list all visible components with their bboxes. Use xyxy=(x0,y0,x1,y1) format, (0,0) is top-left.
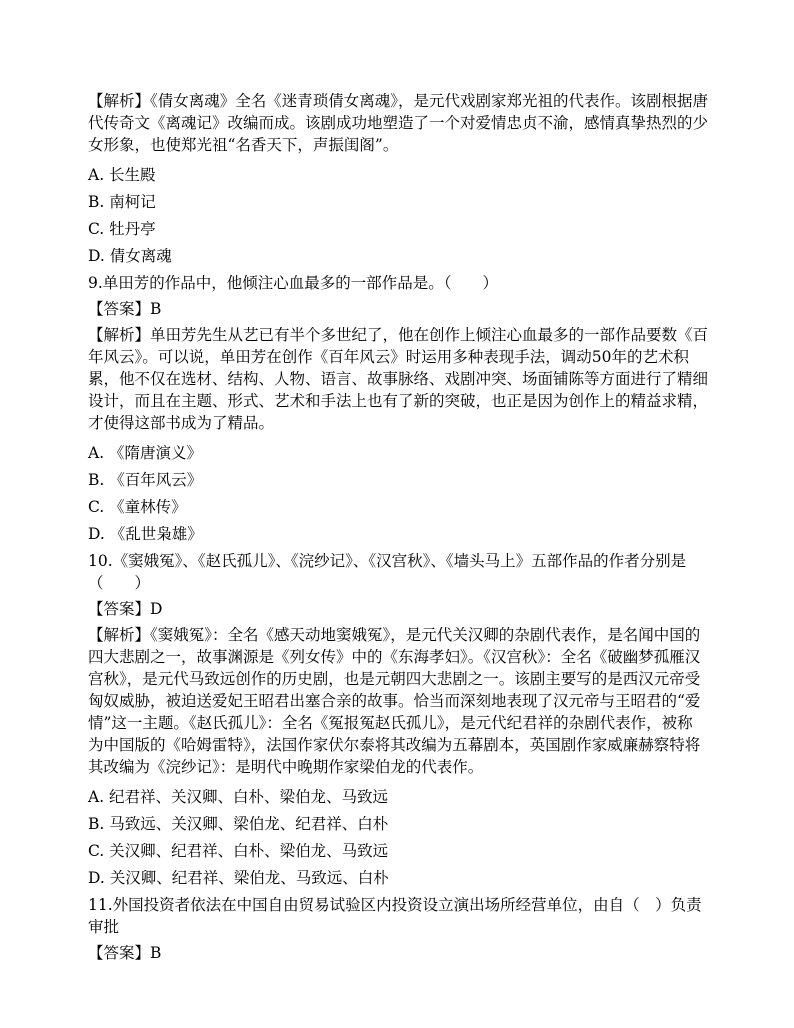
option-a: A. 纪君祥、关汉卿、白朴、梁伯龙、马致远 xyxy=(88,788,389,806)
option-d: D. 关汉卿、纪君祥、梁伯龙、马致远、白朴 xyxy=(88,869,389,887)
question-11: 11.外国投资者依法在中国自由贸易试验区内投资设立演出场所经营单位，由自（ ）负责审批 xyxy=(88,896,702,936)
question-10: 10.《窦娥冤》、《赵氏孤儿》、《浣纱记》、《汉宫秋》、《墙头马上》五部作品的作者分别是（ ） xyxy=(88,552,687,592)
option-a: A. 长生殿 xyxy=(88,166,156,184)
options-list-9 xyxy=(88,442,708,545)
option-a: A. 《隋唐演义》 xyxy=(88,444,203,462)
options-list-10 xyxy=(88,786,708,889)
option-c: C. 牡丹亭 xyxy=(88,220,156,238)
answer-11: 【答案】B xyxy=(88,944,162,962)
answer-9: 【答案】B xyxy=(88,300,162,318)
option-d: D. 《乱世枭雄》 xyxy=(88,525,203,543)
option-b: B. 《百年风云》 xyxy=(88,471,203,489)
analysis-9: 【解析】单田芳先生从艺已有半个多世纪了，他在创作上倾注心血最多的一部作品要数《百年风云》。可以说，单田芳在创作《百年风云》时运用多种表现手法，调动50年的艺术积累，他不仅在选材、结构、人物、语言、故事脉络、戏剧冲突、场面铺陈等方面进行了精细设计，而且在主题、形式、艺术和手法上也有了新的突破，也正是因为创作上的精益求精，才使得这部书成为了精品。 xyxy=(88,326,709,432)
option-c: C. 《童林传》 xyxy=(88,498,187,516)
analysis-text: 【解析】《倩女离魂》全名《迷青琐倩女离魂》，是元代戏剧家郑光祖的代表作。该剧根据唐代传奇文《离魂记》改编而成。该剧成功地塑造了一个对爱情忠贞不渝，感情真挚热烈的少女形象，也使郑光祖“名香天下，声振闺阁”。 xyxy=(88,92,709,154)
question-9: 9.单田芳的作品中，他倾注心血最多的一部作品是。（ ） xyxy=(88,274,499,292)
option-b: B. 南柯记 xyxy=(88,193,156,211)
document-page xyxy=(88,90,708,968)
analysis-10: 【解析】《窦娥冤》：全名《感天动地窦娥冤》，是元代关汉卿的杂剧代表作，是名闻中国的四大悲剧之一，故事渊源是《列女传》中的《东海孝妇》。《汉宫秋》：全名《破幽梦孤雁汉宫秋》，是元代马致远创作的历史剧，也是元朝四大悲剧之一。该剧主要写的是西汉元帝受匈奴威胁，被迫送爱妃王昭君出塞合亲的故事。恰当而深刻地表现了汉元帝与王昭君的“爱情”这一主题。《赵氏孤儿》：全名《冤报冤赵氏孤儿》，是元代纪君祥的杂剧代表作，被称为中国版的《哈姆雷特》，法国作家伏尔泰将其改编为五幕剧本，英国剧作家威廉赫察特将其改编为《浣纱记》：是明代中晚期作家梁伯龙的代表作。 xyxy=(88,626,701,776)
option-c: C. 关汉卿、纪君祥、白朴、梁伯龙、马致远 xyxy=(88,842,389,860)
options-list xyxy=(88,164,708,267)
answer-10: 【答案】D xyxy=(88,600,163,618)
option-d: D. 倩女离魂 xyxy=(88,247,172,265)
option-b: B. 马致远、关汉卿、梁伯龙、纪君祥、白朴 xyxy=(88,815,389,833)
